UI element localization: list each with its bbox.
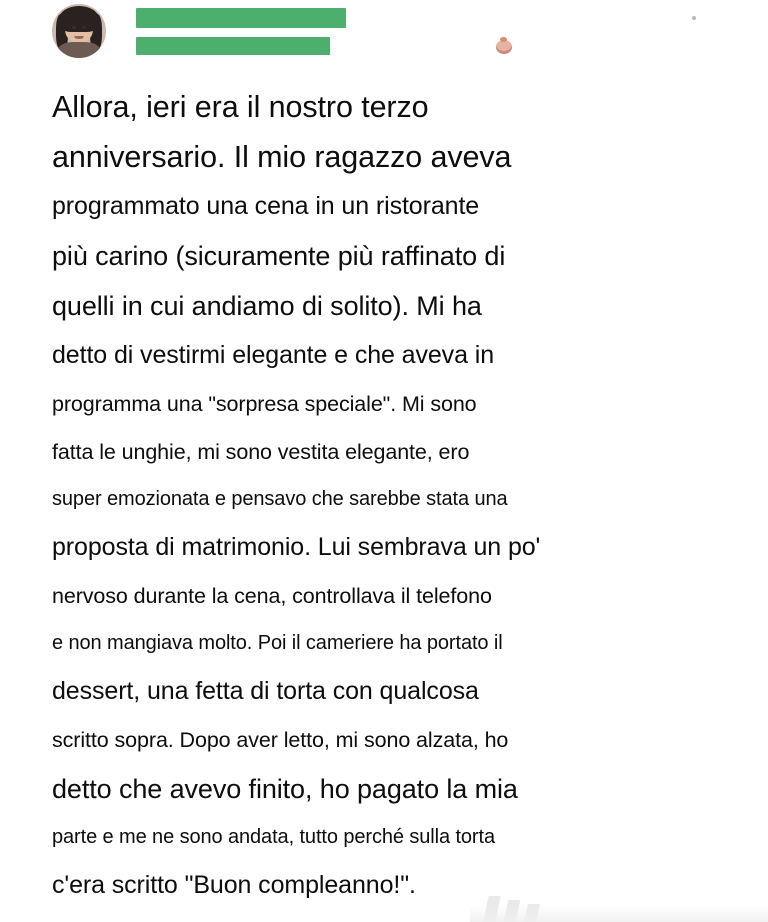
post-text-line: super emozionata e pensavo che sarebbe stata una [52,488,508,510]
post-text-line: fatta le unghie, mi sono vestita elegante, ero [52,440,470,464]
reaction-emoji-icon [496,40,512,54]
post-text-line: nervoso durante la cena, controllava il telefono [52,584,492,608]
post-text-line: scritto sopra. Dopo aver letto, mi sono alzata, ho [52,728,509,752]
post-text-line: quelli in cui andiamo di solito). Mi ha [52,291,482,321]
post-text-line: c'era scritto "Buon compleanno!". [52,871,416,899]
post-text-line: più carino (sicuramente più raffinato di [52,241,506,271]
redaction-bar-line-1 [136,8,346,28]
post-text-line: proposta di matrimonio. Lui sembrava un po' [52,533,541,561]
post-text-line: e non mangiava molto. Poi il cameriere ha portato il [52,632,503,654]
post-text-line: programmato una cena in un ristorante [52,192,480,220]
post-text-line: parte e me ne sono andata, tutto perché sulla torta [52,826,495,848]
post-text [0,72,768,910]
redaction-bar-line-2 [136,37,330,55]
post-text-line: programma una "sorpresa speciale". Mi sono [52,392,477,416]
post-text-line: detto che avevo finito, ho pagato la mia [52,774,518,804]
avatar[interactable] [52,4,106,58]
post-text-line: dessert, una fetta di torta con qualcosa [52,677,479,705]
avatar-mouth [75,36,84,39]
post-header [0,0,768,72]
post-text-line: anniversario. Il mio ragazzo aveva [52,140,512,174]
corner-dot-icon [692,16,696,20]
post-text-line: Allora, ieri era il nostro terzo [52,90,429,124]
avatar-eye-right [82,26,86,29]
post-text-line: detto di vestirmi elegante e che aveva in [52,341,494,369]
avatar-shoulders [58,42,100,58]
background-artifact [524,904,540,922]
avatar-eye-left [72,26,76,29]
redacted-author-name [136,8,346,55]
avatar-hair-top [59,6,99,32]
